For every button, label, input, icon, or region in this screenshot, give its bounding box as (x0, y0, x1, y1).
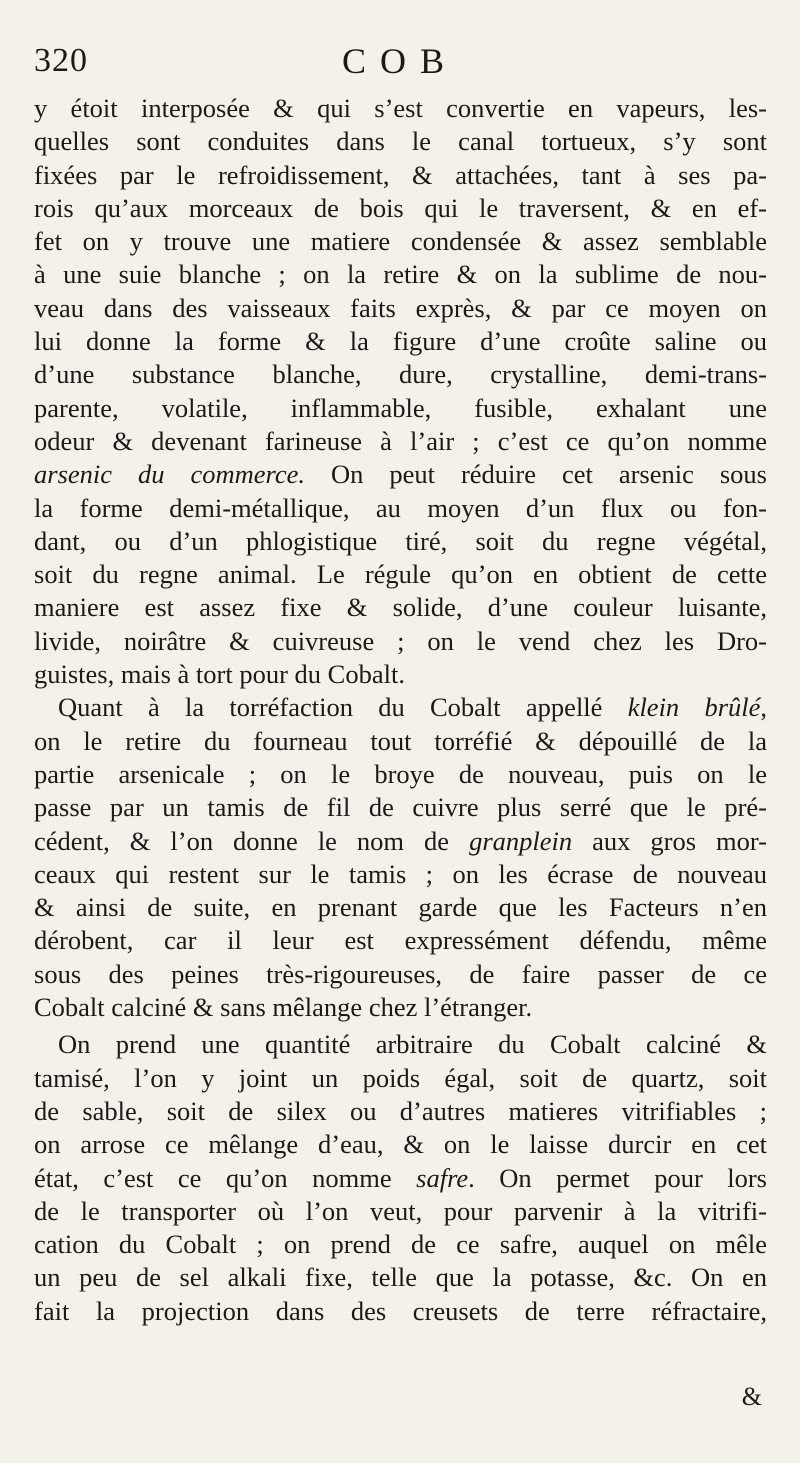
catchword: & (741, 1382, 762, 1411)
text-line: rois qu’aux morceaux de bois qui le traversent, & en ef- (34, 192, 767, 223)
text-line: d’une substance blanche, dure, crystalline, demi-trans- (34, 359, 767, 390)
text-line: livide, noirâtre & cuivreuse ; on le vend chez les Dro- (34, 625, 767, 656)
text-line: on le retire du fourneau tout torréfié & dépouillé de la (34, 725, 767, 756)
italic-term: granplein (469, 825, 573, 856)
text-line: fixées par le refroidissement, & attachées, tant à ses pa- (34, 159, 767, 190)
text-run: cédent, & l’on donne le nom de (34, 825, 470, 856)
text-line: à une suie blanche ; on la retire & on la sublime de nou- (34, 259, 767, 290)
running-head: COB (341, 41, 459, 81)
text-line: y étoit interposée & qui s’est convertie en vapeurs, les- (34, 93, 767, 123)
italic-term: klein brûlé (627, 692, 761, 723)
italic-term: safre (416, 1162, 469, 1193)
text-run: aux gros mor- (572, 825, 767, 856)
text-line: guistes, mais à tort pour du Cobalt. (34, 659, 405, 690)
body-text (34, 92, 767, 1328)
text-line: ceaux qui restent sur le tamis ; on les écrase de nouveau (34, 858, 767, 889)
text-line-with-italic (34, 1162, 767, 1195)
paragraph-start-line: On prend une quantité arbitraire du Cobalt calciné & (58, 1029, 767, 1060)
text-line: fait la projection dans des creusets de terre réfractaire, (34, 1295, 767, 1326)
text-line: dérobent, car il leur est expressément défendu, même (34, 925, 767, 956)
text-line-with-italic (34, 458, 767, 491)
italic-term: arsenic du commerce. (34, 459, 305, 490)
text-line: de sable, soit de silex ou d’autres matieres vitrifiables ; (34, 1095, 767, 1126)
text-line: veau dans des vaisseaux faits exprès, & par ce moyen on (34, 292, 767, 323)
text-run: . On permet pour lors (468, 1162, 767, 1193)
text-run: , (760, 692, 768, 723)
text-run: On peut réduire cet arsenic sous (305, 459, 767, 490)
text-run: état, c’est ce qu’on nomme (34, 1162, 417, 1193)
text-line: quelles sont conduites dans le canal tortueux, s’y sont (34, 126, 767, 157)
text-line: la forme demi-métallique, au moyen d’un flux ou fon- (34, 492, 767, 523)
text-line-with-italic (34, 825, 767, 858)
text-line: lui donne la forme & la figure d’une croûte saline ou (34, 326, 767, 357)
text-line: soit du regne animal. Le régule qu’on en obtient de cette (34, 559, 767, 590)
text-line: tamisé, l’on y joint un poids égal, soit de quartz, soit (34, 1062, 767, 1093)
text-line: dant, ou d’un phlogistique tiré, soit du regne végétal, (34, 525, 767, 556)
text-line: passe par un tamis de fil de cuivre plus serré que le pré- (34, 792, 767, 823)
text-line: cation du Cobalt ; on prend de ce safre, auquel on mêle (34, 1229, 767, 1260)
text-line: & ainsi de suite, en prenant garde que les Facteurs n’en (34, 892, 767, 923)
text-line: maniere est assez fixe & solide, d’une couleur luisante, (34, 592, 767, 623)
text-line: fet on y trouve une matiere condensée & assez semblable (34, 226, 767, 257)
text-line: Cobalt calciné & sans mêlange chez l’étranger. (34, 992, 533, 1023)
page-number: 320 (34, 42, 88, 79)
text-line: parente, volatile, inflammable, fusible, exhalant une (34, 392, 767, 423)
text-line: partie arsenicale ; on le broye de nouveau, puis on le (34, 758, 767, 789)
text-line: de le transporter où l’on veut, pour parvenir à la vitrifi- (34, 1195, 767, 1226)
text-run: Quant à la torréfaction du Cobalt appellé (58, 692, 628, 723)
text-line: on arrose ce mêlange d’eau, & on le laisse durcir en cet (34, 1129, 767, 1160)
paragraph-start-line (34, 691, 767, 724)
text-line: un peu de sel alkali fixe, telle que la potasse, &c. On en (34, 1262, 767, 1293)
text-line: odeur & devenant farineuse à l’air ; c’est ce qu’on nomme (34, 425, 767, 456)
text-line: sous des peines très-rigoureuses, de faire passer de ce (34, 958, 767, 989)
